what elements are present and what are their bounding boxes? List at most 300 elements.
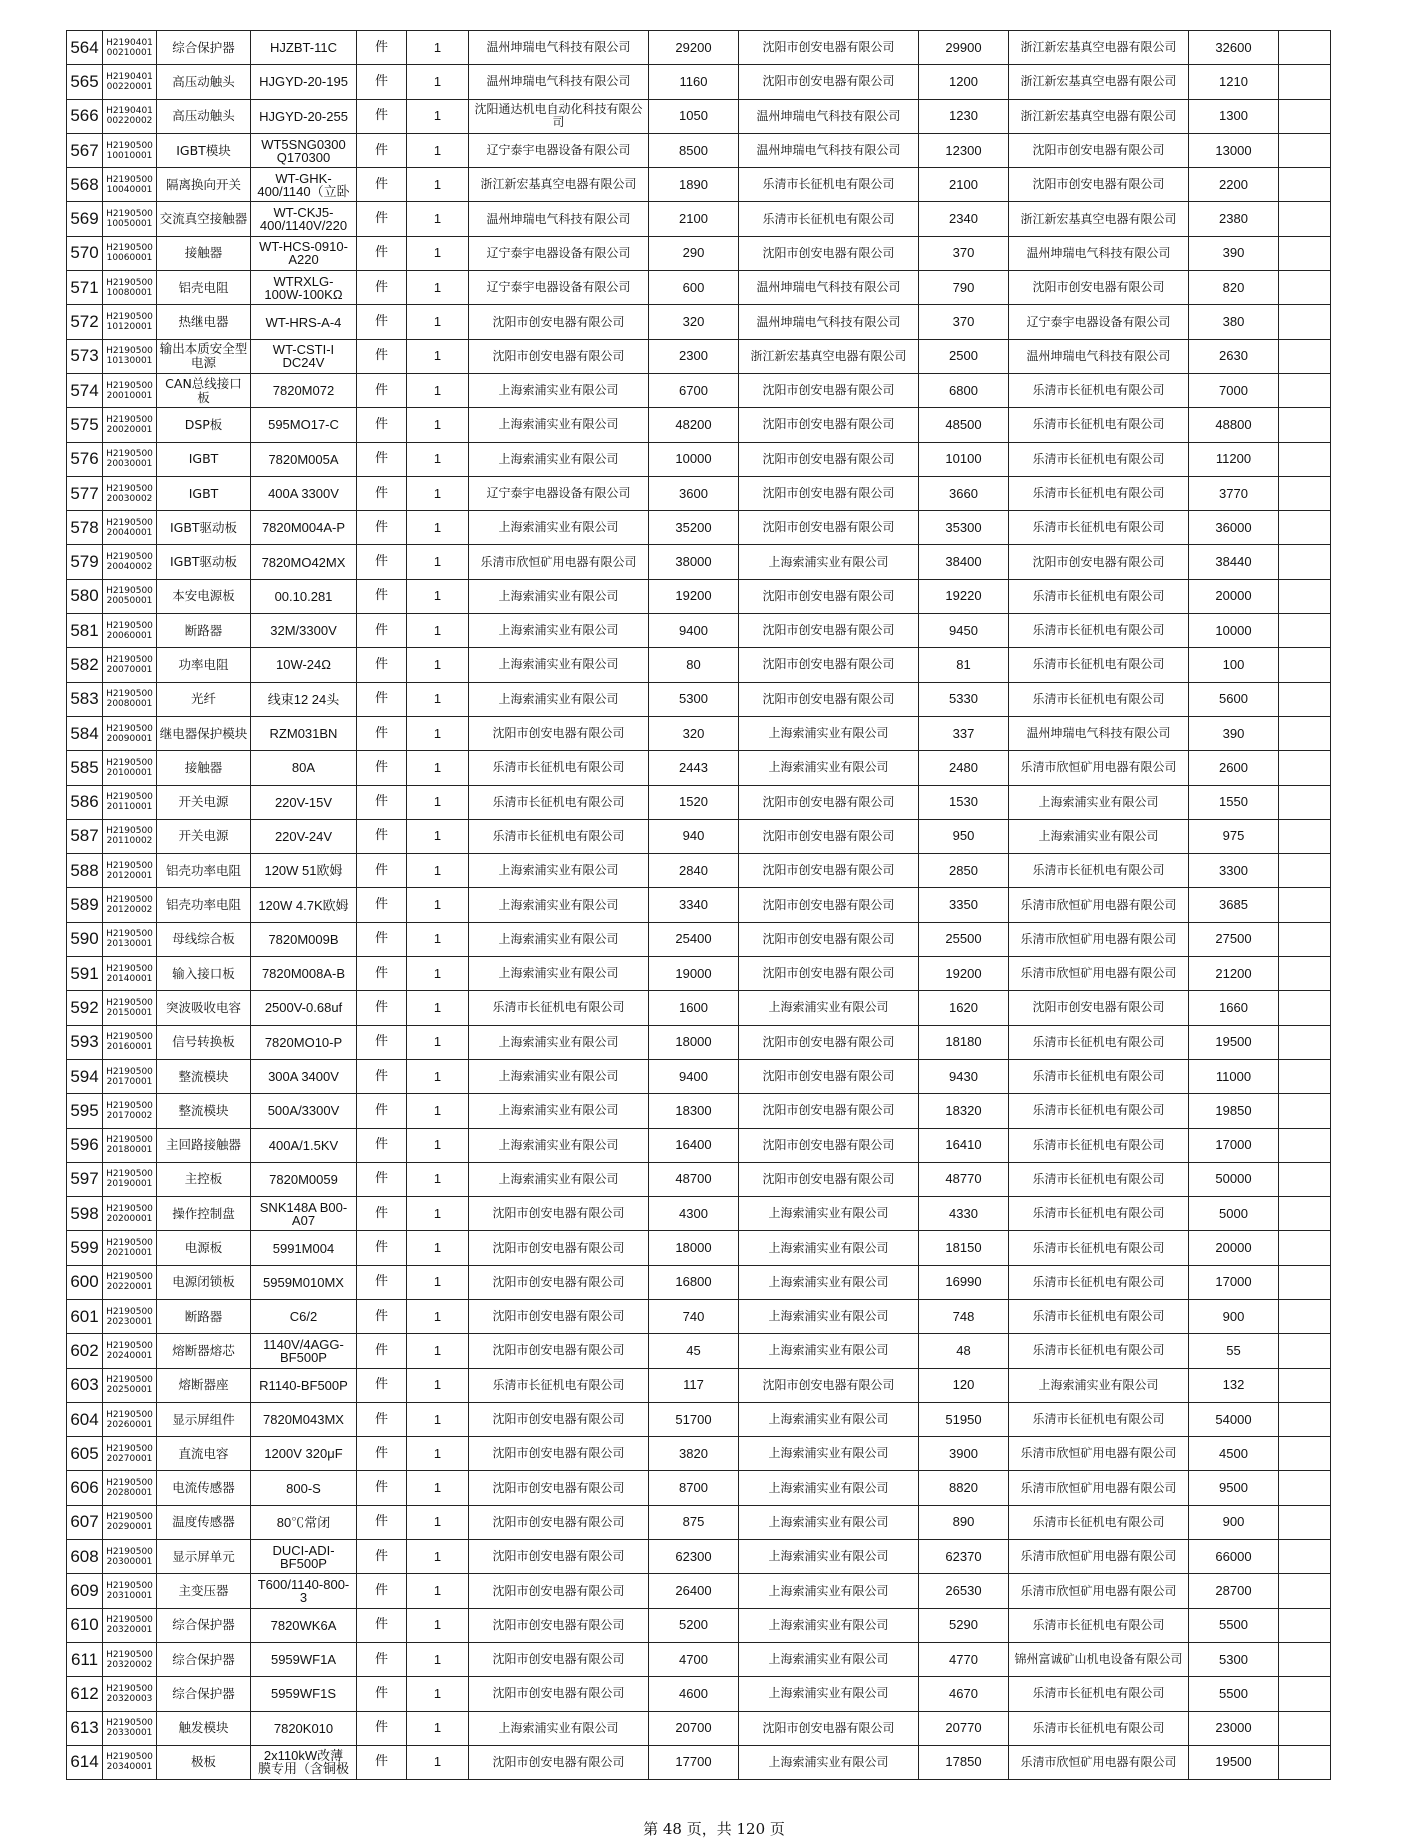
price-2-cell: 18150 <box>919 1231 1009 1265</box>
quantity-cell: 1 <box>407 511 469 545</box>
supplier-2-cell: 沈阳市创安电器有限公司 <box>739 442 919 476</box>
price-3-cell: 1660 <box>1189 991 1279 1025</box>
price-2-cell: 16410 <box>919 1128 1009 1162</box>
unit-cell: 件 <box>357 579 407 613</box>
item-spec-cell: WTRXLG- 100W-100KΩ <box>251 271 357 305</box>
item-spec-cell: HJZBT-11C <box>251 31 357 65</box>
price-3-cell: 3770 <box>1189 476 1279 510</box>
material-code-cell: H2190500 20320002 <box>103 1642 157 1676</box>
price-2-cell: 12300 <box>919 133 1009 167</box>
table-row <box>67 648 1331 682</box>
supplier-2-cell: 乐清市长征机电有限公司 <box>739 168 919 202</box>
price-3-cell: 20000 <box>1189 579 1279 613</box>
supplier-1-cell: 上海索浦实业有限公司 <box>469 922 649 956</box>
material-code-cell: H2190500 20210001 <box>103 1231 157 1265</box>
supplier-3-cell: 浙江新宏基真空电器有限公司 <box>1009 31 1189 65</box>
price-2-cell: 337 <box>919 716 1009 750</box>
table-row <box>67 922 1331 956</box>
table-row <box>67 1437 1331 1471</box>
supplier-3-cell: 乐清市长征机电有限公司 <box>1009 373 1189 407</box>
item-name-cell: 功率电阻 <box>157 648 251 682</box>
price-3-cell: 21200 <box>1189 957 1279 991</box>
supplier-3-cell: 温州坤瑞电气科技有限公司 <box>1009 716 1189 750</box>
remark-cell <box>1279 339 1331 373</box>
material-code-cell: H2190500 20310001 <box>103 1574 157 1608</box>
row-number-cell: 608 <box>67 1540 103 1574</box>
supplier-3-cell: 浙江新宏基真空电器有限公司 <box>1009 202 1189 236</box>
table-row <box>67 1265 1331 1299</box>
table-row <box>67 1059 1331 1093</box>
table-row <box>67 1471 1331 1505</box>
item-spec-cell: 00.10.281 <box>251 579 357 613</box>
remark-cell <box>1279 236 1331 270</box>
price-3-cell: 11000 <box>1189 1059 1279 1093</box>
price-3-cell: 48800 <box>1189 408 1279 442</box>
unit-cell: 件 <box>357 1128 407 1162</box>
supplier-3-cell: 乐清市长征机电有限公司 <box>1009 476 1189 510</box>
material-code-cell: H2190500 20300001 <box>103 1540 157 1574</box>
table-row <box>67 682 1331 716</box>
table-row <box>67 785 1331 819</box>
remark-cell <box>1279 1608 1331 1642</box>
unit-cell: 件 <box>357 442 407 476</box>
remark-cell <box>1279 1094 1331 1128</box>
price-1-cell: 6700 <box>649 373 739 407</box>
item-name-cell: 电源板 <box>157 1231 251 1265</box>
item-name-cell: 继电器保护模块 <box>157 716 251 750</box>
price-1-cell: 8500 <box>649 133 739 167</box>
price-1-cell: 3600 <box>649 476 739 510</box>
quantity-cell: 1 <box>407 545 469 579</box>
item-name-cell: 突波吸收电容 <box>157 991 251 1025</box>
unit-cell: 件 <box>357 819 407 853</box>
remark-cell <box>1279 751 1331 785</box>
supplier-2-cell: 上海索浦实业有限公司 <box>739 1677 919 1711</box>
supplier-2-cell: 上海索浦实业有限公司 <box>739 991 919 1025</box>
row-number-cell: 613 <box>67 1711 103 1745</box>
item-name-cell: 断路器 <box>157 614 251 648</box>
unit-cell: 件 <box>357 1265 407 1299</box>
remark-cell <box>1279 1128 1331 1162</box>
supplier-2-cell: 上海索浦实业有限公司 <box>739 1745 919 1779</box>
unit-cell: 件 <box>357 545 407 579</box>
table-row <box>67 1677 1331 1711</box>
price-2-cell: 4670 <box>919 1677 1009 1711</box>
table-row <box>67 579 1331 613</box>
price-2-cell: 1620 <box>919 991 1009 1025</box>
remark-cell <box>1279 373 1331 407</box>
remark-cell <box>1279 1642 1331 1676</box>
supplier-3-cell: 乐清市长征机电有限公司 <box>1009 1265 1189 1299</box>
price-3-cell: 390 <box>1189 236 1279 270</box>
item-spec-cell: 80℃常闭 <box>251 1505 357 1539</box>
unit-cell: 件 <box>357 31 407 65</box>
remark-cell <box>1279 1059 1331 1093</box>
supplier-2-cell: 上海索浦实业有限公司 <box>739 716 919 750</box>
remark-cell <box>1279 682 1331 716</box>
price-2-cell: 1230 <box>919 99 1009 133</box>
item-name-cell: 综合保护器 <box>157 1677 251 1711</box>
row-number-cell: 597 <box>67 1162 103 1196</box>
row-number-cell: 575 <box>67 408 103 442</box>
item-name-cell: 铝壳功率电阻 <box>157 854 251 888</box>
item-spec-cell: HJGYD-20-255 <box>251 99 357 133</box>
price-2-cell: 51950 <box>919 1402 1009 1436</box>
price-2-cell: 370 <box>919 305 1009 339</box>
unit-cell: 件 <box>357 202 407 236</box>
price-3-cell: 13000 <box>1189 133 1279 167</box>
price-1-cell: 320 <box>649 716 739 750</box>
supplier-3-cell: 辽宁泰宇电器设备有限公司 <box>1009 305 1189 339</box>
row-number-cell: 602 <box>67 1334 103 1368</box>
item-spec-cell: 32M/3300V <box>251 614 357 648</box>
supplier-1-cell: 上海索浦实业有限公司 <box>469 614 649 648</box>
price-2-cell: 5330 <box>919 682 1009 716</box>
supplier-3-cell: 乐清市欣恒矿用电器有限公司 <box>1009 1540 1189 1574</box>
price-2-cell: 16990 <box>919 1265 1009 1299</box>
item-spec-cell: C6/2 <box>251 1299 357 1333</box>
item-spec-cell: 7820M004A-P <box>251 511 357 545</box>
price-3-cell: 7000 <box>1189 373 1279 407</box>
item-spec-cell: 线束12 24头 <box>251 682 357 716</box>
supplier-2-cell: 上海索浦实业有限公司 <box>739 1540 919 1574</box>
item-spec-cell: 5959WF1A <box>251 1642 357 1676</box>
price-1-cell: 62300 <box>649 1540 739 1574</box>
row-number-cell: 605 <box>67 1437 103 1471</box>
remark-cell <box>1279 202 1331 236</box>
remark-cell <box>1279 614 1331 648</box>
row-number-cell: 612 <box>67 1677 103 1711</box>
item-spec-cell: 2x110kW改薄 膜专用（含铜极 <box>251 1745 357 1779</box>
supplier-1-cell: 上海索浦实业有限公司 <box>469 957 649 991</box>
item-name-cell: 主变压器 <box>157 1574 251 1608</box>
quantity-cell: 1 <box>407 1677 469 1711</box>
table-row <box>67 957 1331 991</box>
quantity-cell: 1 <box>407 1334 469 1368</box>
price-2-cell: 3660 <box>919 476 1009 510</box>
unit-cell: 件 <box>357 168 407 202</box>
price-2-cell: 2100 <box>919 168 1009 202</box>
remark-cell <box>1279 476 1331 510</box>
quantity-cell: 1 <box>407 442 469 476</box>
price-1-cell: 29200 <box>649 31 739 65</box>
price-2-cell: 8820 <box>919 1471 1009 1505</box>
table-row <box>67 31 1331 65</box>
remark-cell <box>1279 545 1331 579</box>
price-3-cell: 66000 <box>1189 1540 1279 1574</box>
price-2-cell: 790 <box>919 271 1009 305</box>
price-1-cell: 9400 <box>649 1059 739 1093</box>
supplier-2-cell: 上海索浦实业有限公司 <box>739 1505 919 1539</box>
material-code-cell: H2190500 20130001 <box>103 922 157 956</box>
unit-cell: 件 <box>357 408 407 442</box>
row-number-cell: 569 <box>67 202 103 236</box>
price-3-cell: 1300 <box>1189 99 1279 133</box>
material-code-cell: H2190500 20060001 <box>103 614 157 648</box>
table-row <box>67 1128 1331 1162</box>
price-1-cell: 25400 <box>649 922 739 956</box>
remark-cell <box>1279 31 1331 65</box>
table-row <box>67 511 1331 545</box>
unit-cell: 件 <box>357 648 407 682</box>
item-spec-cell: WT5SNG0300 Q170300 <box>251 133 357 167</box>
quantity-cell: 1 <box>407 614 469 648</box>
supplier-1-cell: 上海索浦实业有限公司 <box>469 579 649 613</box>
material-code-cell: H2190500 20050001 <box>103 579 157 613</box>
remark-cell <box>1279 133 1331 167</box>
quantity-cell: 1 <box>407 1299 469 1333</box>
item-name-cell: 铝壳电阻 <box>157 271 251 305</box>
item-name-cell: CAN总线接口板 <box>157 373 251 407</box>
item-name-cell: 综合保护器 <box>157 31 251 65</box>
supplier-2-cell: 浙江新宏基真空电器有限公司 <box>739 339 919 373</box>
unit-cell: 件 <box>357 1677 407 1711</box>
supplier-2-cell: 沈阳市创安电器有限公司 <box>739 1368 919 1402</box>
price-3-cell: 2380 <box>1189 202 1279 236</box>
item-spec-cell: 220V-15V <box>251 785 357 819</box>
row-number-cell: 582 <box>67 648 103 682</box>
supplier-2-cell: 上海索浦实业有限公司 <box>739 1265 919 1299</box>
material-code-cell: H2190500 20320003 <box>103 1677 157 1711</box>
supplier-2-cell: 沈阳市创安电器有限公司 <box>739 957 919 991</box>
quantity-cell: 1 <box>407 751 469 785</box>
price-2-cell: 17850 <box>919 1745 1009 1779</box>
price-3-cell: 5500 <box>1189 1608 1279 1642</box>
material-code-cell: H2190500 20070001 <box>103 648 157 682</box>
unit-cell: 件 <box>357 1437 407 1471</box>
quantity-cell: 1 <box>407 1745 469 1779</box>
price-2-cell: 38400 <box>919 545 1009 579</box>
supplier-3-cell: 乐清市欣恒矿用电器有限公司 <box>1009 957 1189 991</box>
supplier-1-cell: 乐清市长征机电有限公司 <box>469 819 649 853</box>
item-name-cell: 本安电源板 <box>157 579 251 613</box>
item-spec-cell: 120W 4.7K欧姆 <box>251 888 357 922</box>
row-number-cell: 570 <box>67 236 103 270</box>
unit-cell: 件 <box>357 785 407 819</box>
quantity-cell: 1 <box>407 373 469 407</box>
item-name-cell: 接触器 <box>157 236 251 270</box>
remark-cell <box>1279 957 1331 991</box>
price-3-cell: 50000 <box>1189 1162 1279 1196</box>
row-number-cell: 589 <box>67 888 103 922</box>
supplier-1-cell: 乐清市长征机电有限公司 <box>469 751 649 785</box>
price-2-cell: 26530 <box>919 1574 1009 1608</box>
supplier-3-cell: 沈阳市创安电器有限公司 <box>1009 271 1189 305</box>
remark-cell <box>1279 1471 1331 1505</box>
price-2-cell: 1530 <box>919 785 1009 819</box>
item-name-cell: 极板 <box>157 1745 251 1779</box>
table-row <box>67 133 1331 167</box>
unit-cell: 件 <box>357 1402 407 1436</box>
remark-cell <box>1279 1677 1331 1711</box>
supplier-2-cell: 温州坤瑞电气科技有限公司 <box>739 305 919 339</box>
supplier-2-cell: 沈阳市创安电器有限公司 <box>739 511 919 545</box>
item-name-cell: 输入接口板 <box>157 957 251 991</box>
supplier-2-cell: 沈阳市创安电器有限公司 <box>739 31 919 65</box>
table-row <box>67 545 1331 579</box>
item-spec-cell: 80A <box>251 751 357 785</box>
row-number-cell: 611 <box>67 1642 103 1676</box>
price-3-cell: 38440 <box>1189 545 1279 579</box>
unit-cell: 件 <box>357 1745 407 1779</box>
item-name-cell: IGBT <box>157 476 251 510</box>
price-3-cell: 390 <box>1189 716 1279 750</box>
table-row <box>67 991 1331 1025</box>
supplier-1-cell: 沈阳市创安电器有限公司 <box>469 1642 649 1676</box>
remark-cell <box>1279 716 1331 750</box>
supplier-2-cell: 上海索浦实业有限公司 <box>739 1197 919 1231</box>
material-code-cell: H2190500 20030002 <box>103 476 157 510</box>
table-row <box>67 1231 1331 1265</box>
remark-cell <box>1279 648 1331 682</box>
item-name-cell: 隔离换向开关 <box>157 168 251 202</box>
item-name-cell: 显示屏单元 <box>157 1540 251 1574</box>
supplier-2-cell: 沈阳市创安电器有限公司 <box>739 476 919 510</box>
item-name-cell: IGBT模块 <box>157 133 251 167</box>
quantity-cell: 1 <box>407 1711 469 1745</box>
price-1-cell: 16400 <box>649 1128 739 1162</box>
price-2-cell: 2500 <box>919 339 1009 373</box>
row-number-cell: 567 <box>67 133 103 167</box>
supplier-1-cell: 辽宁泰宇电器设备有限公司 <box>469 133 649 167</box>
price-2-cell: 48500 <box>919 408 1009 442</box>
price-1-cell: 2443 <box>649 751 739 785</box>
supplier-1-cell: 上海索浦实业有限公司 <box>469 648 649 682</box>
item-spec-cell: 1200V 320μF <box>251 1437 357 1471</box>
item-name-cell: 整流模块 <box>157 1094 251 1128</box>
supplier-1-cell: 上海索浦实业有限公司 <box>469 1025 649 1059</box>
row-number-cell: 585 <box>67 751 103 785</box>
item-name-cell: 接触器 <box>157 751 251 785</box>
material-code-cell: H2190500 20110002 <box>103 819 157 853</box>
item-spec-cell: 800-S <box>251 1471 357 1505</box>
price-1-cell: 9400 <box>649 614 739 648</box>
price-3-cell: 10000 <box>1189 614 1279 648</box>
quantity-cell: 1 <box>407 1094 469 1128</box>
item-name-cell: IGBT驱动板 <box>157 511 251 545</box>
supplier-1-cell: 上海索浦实业有限公司 <box>469 442 649 476</box>
row-number-cell: 595 <box>67 1094 103 1128</box>
material-code-cell: H2190401 00220002 <box>103 99 157 133</box>
item-name-cell: 铝壳功率电阻 <box>157 888 251 922</box>
supplier-1-cell: 温州坤瑞电气科技有限公司 <box>469 31 649 65</box>
material-code-cell: H2190500 20170002 <box>103 1094 157 1128</box>
row-number-cell: 576 <box>67 442 103 476</box>
item-name-cell: 电源闭锁板 <box>157 1265 251 1299</box>
row-number-cell: 584 <box>67 716 103 750</box>
quantity-cell: 1 <box>407 1505 469 1539</box>
price-2-cell: 2340 <box>919 202 1009 236</box>
supplier-3-cell: 浙江新宏基真空电器有限公司 <box>1009 65 1189 99</box>
supplier-3-cell: 沈阳市创安电器有限公司 <box>1009 991 1189 1025</box>
table-row <box>67 408 1331 442</box>
item-spec-cell: 7820M008A-B <box>251 957 357 991</box>
row-number-cell: 599 <box>67 1231 103 1265</box>
supplier-2-cell: 沈阳市创安电器有限公司 <box>739 1162 919 1196</box>
row-number-cell: 600 <box>67 1265 103 1299</box>
item-spec-cell: WT-HCS-0910- A220 <box>251 236 357 270</box>
price-3-cell: 19850 <box>1189 1094 1279 1128</box>
table-row <box>67 1505 1331 1539</box>
price-2-cell: 18320 <box>919 1094 1009 1128</box>
supplier-1-cell: 上海索浦实业有限公司 <box>469 1711 649 1745</box>
supplier-2-cell: 上海索浦实业有限公司 <box>739 1334 919 1368</box>
supplier-2-cell: 沈阳市创安电器有限公司 <box>739 65 919 99</box>
table-row <box>67 236 1331 270</box>
quantity-cell: 1 <box>407 716 469 750</box>
item-spec-cell: 7820M043MX <box>251 1402 357 1436</box>
unit-cell: 件 <box>357 305 407 339</box>
price-1-cell: 18000 <box>649 1025 739 1059</box>
quantity-cell: 1 <box>407 1162 469 1196</box>
quantity-cell: 1 <box>407 1574 469 1608</box>
item-name-cell: 直流电容 <box>157 1437 251 1471</box>
quantity-cell: 1 <box>407 1368 469 1402</box>
supplier-3-cell: 乐清市长征机电有限公司 <box>1009 1197 1189 1231</box>
item-name-cell: 母线综合板 <box>157 922 251 956</box>
supplier-1-cell: 沈阳市创安电器有限公司 <box>469 1540 649 1574</box>
item-name-cell: 综合保护器 <box>157 1642 251 1676</box>
supplier-1-cell: 沈阳市创安电器有限公司 <box>469 1299 649 1333</box>
supplier-2-cell: 沈阳市创安电器有限公司 <box>739 682 919 716</box>
quantity-cell: 1 <box>407 476 469 510</box>
remark-cell <box>1279 1025 1331 1059</box>
remark-cell <box>1279 1402 1331 1436</box>
item-spec-cell: R1140-BF500P <box>251 1368 357 1402</box>
row-number-cell: 606 <box>67 1471 103 1505</box>
price-3-cell: 54000 <box>1189 1402 1279 1436</box>
table-row <box>67 305 1331 339</box>
supplier-1-cell: 上海索浦实业有限公司 <box>469 373 649 407</box>
price-2-cell: 10100 <box>919 442 1009 476</box>
supplier-1-cell: 上海索浦实业有限公司 <box>469 1128 649 1162</box>
unit-cell: 件 <box>357 1059 407 1093</box>
supplier-3-cell: 上海索浦实业有限公司 <box>1009 1368 1189 1402</box>
unit-cell: 件 <box>357 1299 407 1333</box>
remark-cell <box>1279 1574 1331 1608</box>
price-3-cell: 1550 <box>1189 785 1279 819</box>
supplier-3-cell: 乐清市欣恒矿用电器有限公司 <box>1009 751 1189 785</box>
quantity-cell: 1 <box>407 168 469 202</box>
price-2-cell: 3350 <box>919 888 1009 922</box>
price-3-cell: 100 <box>1189 648 1279 682</box>
supplier-1-cell: 沈阳市创安电器有限公司 <box>469 716 649 750</box>
row-number-cell: 572 <box>67 305 103 339</box>
supplier-3-cell: 沈阳市创安电器有限公司 <box>1009 545 1189 579</box>
supplier-3-cell: 乐清市长征机电有限公司 <box>1009 1299 1189 1333</box>
quantity-cell: 1 <box>407 854 469 888</box>
price-2-cell: 370 <box>919 236 1009 270</box>
supplier-3-cell: 温州坤瑞电气科技有限公司 <box>1009 236 1189 270</box>
unit-cell: 件 <box>357 1711 407 1745</box>
price-3-cell: 4500 <box>1189 1437 1279 1471</box>
item-spec-cell: 7820M005A <box>251 442 357 476</box>
item-spec-cell: WT-HRS-A-4 <box>251 305 357 339</box>
supplier-2-cell: 沈阳市创安电器有限公司 <box>739 1059 919 1093</box>
quantity-cell: 1 <box>407 922 469 956</box>
quantity-cell: 1 <box>407 648 469 682</box>
item-spec-cell: WT-GHK- 400/1140（立卧 <box>251 168 357 202</box>
material-code-cell: H2190500 20180001 <box>103 1128 157 1162</box>
item-spec-cell: 7820WK6A <box>251 1608 357 1642</box>
price-2-cell: 6800 <box>919 373 1009 407</box>
material-code-cell: H2190500 10040001 <box>103 168 157 202</box>
supplier-1-cell: 乐清市欣恒矿用电器有限公司 <box>469 545 649 579</box>
price-1-cell: 8700 <box>649 1471 739 1505</box>
supplier-2-cell: 沈阳市创安电器有限公司 <box>739 373 919 407</box>
price-3-cell: 17000 <box>1189 1128 1279 1162</box>
table-row <box>67 1642 1331 1676</box>
